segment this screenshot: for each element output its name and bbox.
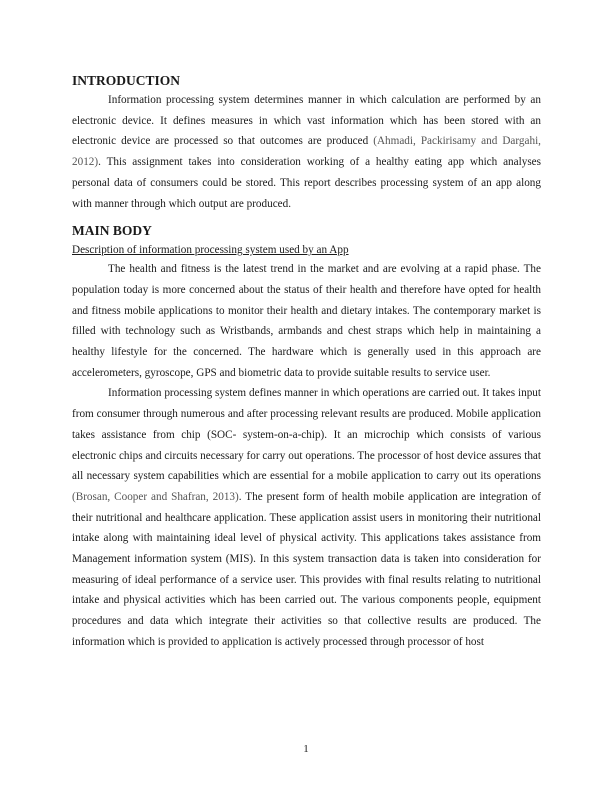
paragraph-text: Information processing system defines manner in which operations are carried out. It takes input from consumer through numerous and after processing relevant results are produced. Mobile application takes assistance from chip (SOC- system-on-a-chip). It an microchip which consists of various electronic chips and circuits necessary for carry out operations. The processor of host device assures that all necessary system capabilities which are essential for a mobile application to carry out its operations — [72, 387, 541, 483]
section-subheading: Description of information processing system used by an App — [72, 244, 349, 257]
document-page — [72, 72, 541, 653]
intro-text: Information processing system determines manner in which calculation are performed by an electronic device. It defines measures in which vast information which has been stored with an electronic device are processed so that outcomes are produced — [72, 94, 541, 148]
citation-brosan: (Brosan, Cooper and Shafran, 2013) — [72, 490, 239, 503]
introduction-heading: INTRODUCTION — [72, 73, 181, 88]
main-body-heading: MAIN BODY — [72, 223, 152, 239]
citation-ahmadi: (Ahmadi, Packirisamy and Dargahi, 2012) — [72, 135, 541, 169]
paragraph-info-processing — [72, 383, 541, 652]
paragraph-health-fitness: The health and fitness is the latest trend in the market and are evolving at a rapid phase. The population today is more concerned about the status of their health and therefore have opted for health and fitness mobile applications to monitor their health and dietary intakes. The contemporary market is filled with technology such as Wristbands, armbands and chest straps which help in maintaining a healthy lifestyle for the concerned. The hardware which is generally used in this approach are accelerometers, gyroscope, GPS and biometric data to provide suitable results to service user. — [72, 263, 541, 379]
intro-text-end: . This assignment takes into consideration working of a healthy eating app which analyses personal data of consumers could be stored. This report describes processing system of an app along with manner through which output are produced. — [72, 156, 541, 210]
intro-paragraph — [72, 90, 541, 214]
page-number: 1 — [303, 743, 309, 755]
paragraph-text-end: . The present form of health mobile application are integration of their nutritional and healthcare application. These application assist users in monitoring their nutritional intake along with maintaining ideal level of physical activity. This applications takes assistance from Management information system (MIS). In this system transaction data is taken into consideration for measuring of ideal performance of a service user. This provides with final results relating to nutritional intake and physical activities which has been carried out. The various components people, equipment procedures and data which integrate their activities so that collective results are produced. The information which is provided to application is actively processed through processor of host — [72, 490, 541, 648]
